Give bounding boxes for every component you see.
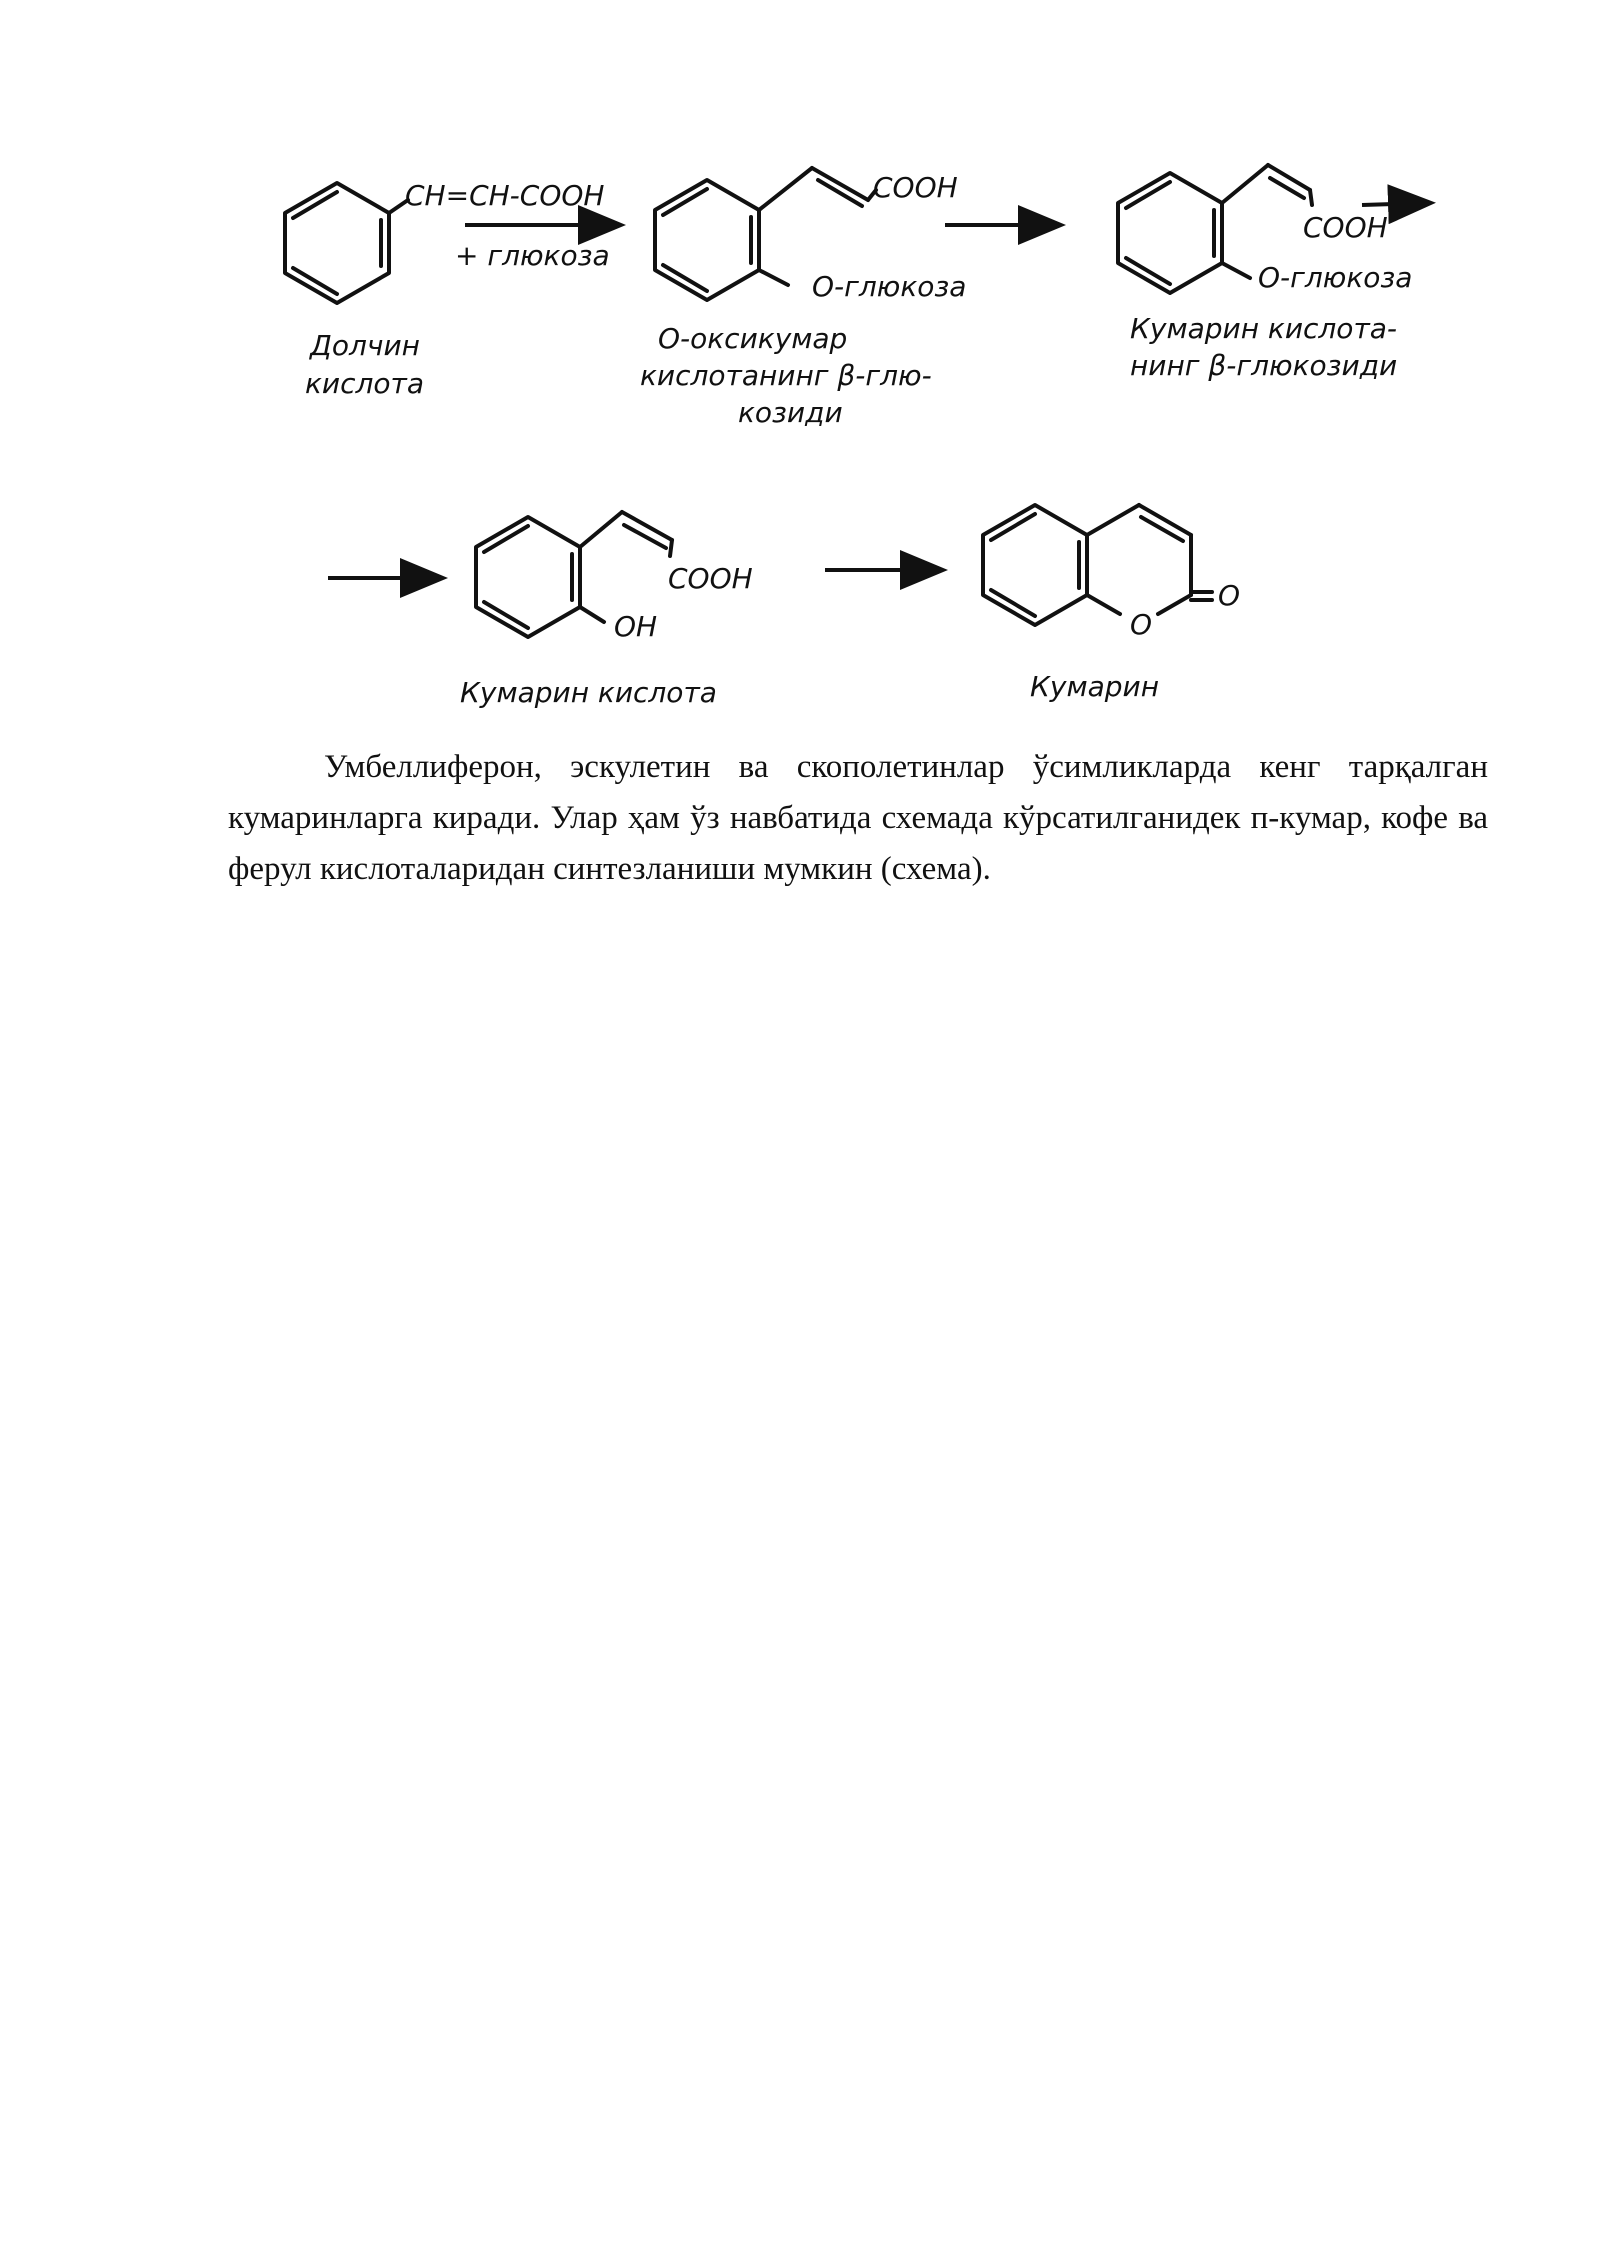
label-oxycoumar-line2: кислотанинг β-глю- xyxy=(640,359,932,392)
coumarinic-glucoside-structure xyxy=(1118,165,1412,294)
coumarin-biosynthesis-scheme xyxy=(0,0,1600,740)
label-coumarinic-acid: Кумарин кислота xyxy=(460,676,717,709)
cinnamic-side-chain: CH=CH-COOH xyxy=(405,179,605,212)
reaction-arrow-3 xyxy=(1362,203,1428,205)
label-coumarinic-glucoside-line1: Кумарин кислота- xyxy=(1130,312,1398,345)
carbonyl-oxygen: O xyxy=(1218,579,1241,612)
label-coumarin: Кумарин xyxy=(1030,670,1160,703)
body-text xyxy=(228,742,1488,895)
label-oxycoumar-line1: O-оксикумар xyxy=(658,322,848,355)
coumarinic-acid-structure xyxy=(476,512,753,643)
cooh-group-2: COOH xyxy=(873,171,958,204)
cooh-group-3: COOH xyxy=(1303,211,1388,244)
cooh-group-4: COOH xyxy=(668,562,753,595)
label-coumarinic-glucoside-line2: нинг β-глюкозиди xyxy=(1130,349,1398,382)
oh-group: OH xyxy=(614,610,658,643)
o-glucose-group-3: O-глюкоза xyxy=(1258,261,1413,294)
label-oxycoumar-line3: козиди xyxy=(738,396,843,429)
oxycoumaric-glucoside-structure xyxy=(655,168,966,303)
paragraph: Умбеллиферон, эскулетин ва скополетинлар ўсимликларда кенг тарқалган кумаринларга киради. Улар ҳам ўз навбатида схемада кўрсатилганидек п-кумар, кофе ва ферул кислоталаридан синтезланиши мумкин (схема). xyxy=(228,749,1488,887)
reagent-glucose: + глюкоза xyxy=(455,239,610,272)
coumarin-structure xyxy=(983,505,1240,641)
label-cinnamic-acid-line1: Долчин xyxy=(310,329,420,362)
ring-oxygen: O xyxy=(1130,608,1153,641)
o-glucose-group-2: O-глюкоза xyxy=(812,270,967,303)
label-cinnamic-acid-line2: кислота xyxy=(305,367,424,400)
